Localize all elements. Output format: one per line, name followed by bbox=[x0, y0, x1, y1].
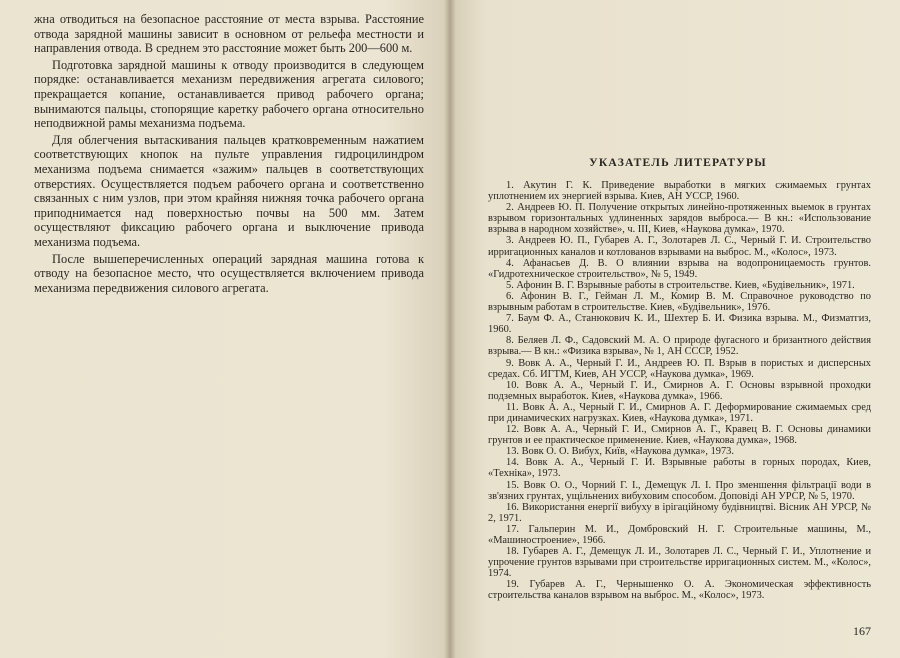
reference-item: 15. Вовк О. О., Чорний Г. І., Демещук Л. І. Про зменшення фільтрації води в зв'язних грунтах, ущільнених вибуховим способом. Доповіді АН УРСР, № 5, 1970. bbox=[488, 479, 871, 502]
reference-item: 6. Афонин В. Г., Гейман Л. М., Комир В. М. Справочное руководство по взрывным работам в строительстве. Киев, «Будівельник», 1976. bbox=[488, 290, 871, 314]
reference-item: 4. Афанасьев Д. В. О влиянии взрыва на водопроницаемость грунтов. «Гидротехническое строительство», № 5, 1949. bbox=[488, 257, 871, 280]
reference-item: 2. Андреев Ю. П. Получение открытых линейно-протяженных выемок в грунтах взрывом горизонтальных удлиненных зарядов выброса.— В кн.: «Использование взрыва в народном хозяйстве», ч. III, Киев, «Наукова думка», 1970. bbox=[488, 202, 871, 236]
reference-item: 17. Гальперин М. И., Домбровский Н. Г. Строительные машины, М., «Машиностроение», 1966. bbox=[488, 523, 871, 546]
reference-item: 9. Вовк А. А., Черный Г. И., Андреев Ю. П. Взрыв в пористых и дисперсных средах. Сб. ИГТМ, Киев, АН УССР, «Наукова думка», 1969. bbox=[488, 357, 871, 380]
reference-item: 8. Беляев Л. Ф., Садовский М. А. О природе фугасного и бризантного действия взрыва.— В кн.: «Физика взрыва», № 1, АН СССР, 1952. bbox=[488, 335, 871, 358]
bibliography-title: УКАЗАТЕЛЬ ЛИТЕРАТУРЫ bbox=[589, 156, 767, 169]
reference-item: 11. Вовк А. А., Черный Г. И., Смирнов А. Г. Деформирование сжимаемых сред при динамических нагрузках. Киев, «Наукова думка», 1971. bbox=[488, 401, 871, 424]
reference-item: 18. Губарев А. Г., Демещук Л. И., Золотарев Л. С., Черный Г. И., Уплотнение и упрочение грунтов взрывами при строительстве ирригационных систем. М., «Колос», 1974. bbox=[488, 546, 871, 580]
reference-item: 7. Баум Ф. А., Станюкович К. И., Шехтер Б. И. Физика взрыва. М., Физматгиз, 1960. bbox=[488, 313, 871, 336]
reference-item: 16. Використання енергії вибуху в ірігаційному будівництві. Вісник АН УРСР, № 2, 1971. bbox=[488, 501, 871, 524]
book-gutter bbox=[444, 0, 456, 658]
reference-item: 10. Вовк А. А., Черный Г. И., Смирнов А. Г. Основы взрывной проходки подземных выработок. Киев, «Наукова думка», 1966. bbox=[488, 379, 871, 402]
paragraph: жна отводиться на безопасное расстояние от места взрыва. Расстояние отвода зарядной машины зависит в основном от рельефа местности и направления отвода. В среднем это расстояние может быть 200—600 м. bbox=[34, 12, 424, 56]
paragraph: После вышеперечисленных операций зарядная машина готова к отводу на безопасное место, что осуществляется включением привода механизма передвижения силового агрегата. bbox=[34, 251, 424, 295]
reference-item: 3. Андреев Ю. П., Губарев А. Г., Золотарев Л. С., Черный Г. И. Строительство ирригационных каналов и котлованов взрывами на выброс. М., «Колос», 1973. bbox=[488, 235, 871, 258]
reference-item: 19. Губарев А. Г., Чернышенко О. А. Экономическая эффективность строительства каналов взрывом на выброс. М., «Колос», 1973. bbox=[488, 579, 871, 602]
reference-item: 1. Акутин Г. К. Приведение выработки в мягких сжимаемых грунтах уплотнением их энергией взрыва. Киев, АН УССР, 1960. bbox=[488, 180, 871, 203]
paragraph: Для облегчения вытаскивания пальцев кратковременным нажатием соответствующих кнопок на пульте управления гидроцилиндром механизма подъема снимается «зажим» пальцев в соответствующих отверстиях. Осуществляется подъем рабочего органа и соответственно связанных с ним узлов, при этом крайняя нижняя точка рабочего органа приподнимается над поверхностью почвы на 500 мм. Затем осуществляют фиксацию рабочего органа и выключение привода механизма подъема. bbox=[34, 132, 424, 249]
reference-list bbox=[488, 180, 871, 602]
paragraph: Подготовка зарядной машины к отводу производится в следующем порядке: останавливается механизм передвижения агрегата силового; прекращается копание, останавливается привод рабочего органа; вынимаются пальцы, стопорящие каретку рабочего органа относительно неподвижной рамы механизма подъема. bbox=[34, 57, 424, 131]
reference-item: 13. Вовк О. О. Вибух, Київ, «Наукова думка», 1973. bbox=[506, 446, 734, 458]
reference-item: 5. Афонин В. Г. Взрывные работы в строительстве. Киев, «Будівельник», 1971. bbox=[506, 279, 855, 291]
page-number: 167 bbox=[853, 624, 871, 638]
left-page-body bbox=[34, 12, 424, 295]
reference-item: 14. Вовк А. А., Черный Г. И. Взрывные работы в горных породах, Киев, «Техніка», 1973. bbox=[488, 457, 871, 480]
reference-item: 12. Вовк А. А., Черный Г. И., Смирнов А. Г., Кравец В. Г. Основы динамики грунтов и ее практическое применение. Киев, «Наукова думка», 1968. bbox=[488, 424, 871, 447]
